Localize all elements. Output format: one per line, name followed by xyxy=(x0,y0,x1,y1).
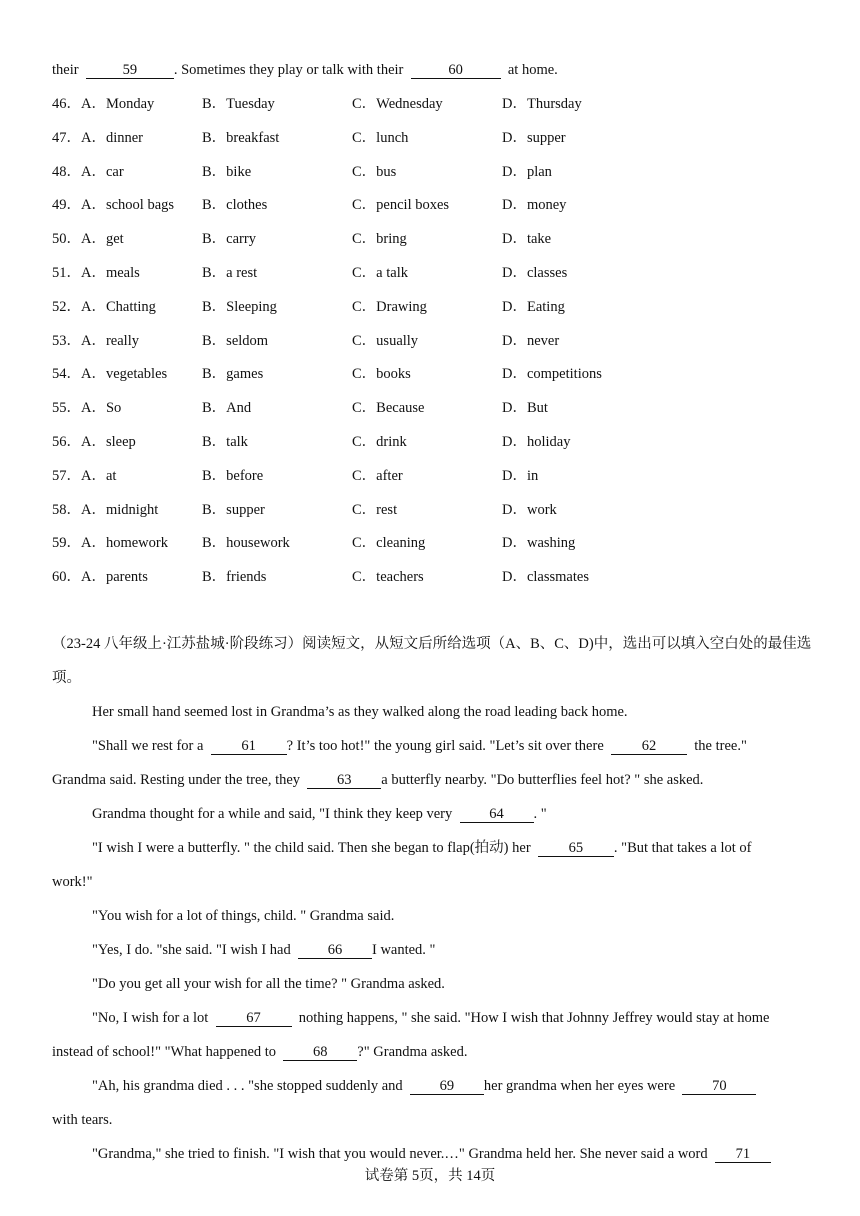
blank-63: 63 xyxy=(307,772,381,789)
option-d: D．washing xyxy=(502,535,576,552)
option-b: B．Sleeping xyxy=(202,298,277,315)
option-d: D．in xyxy=(502,467,539,484)
question-row xyxy=(52,229,812,249)
option-d: D．But xyxy=(502,400,548,417)
question-row xyxy=(52,567,812,587)
option-b: B．supper xyxy=(202,501,265,518)
option-b: B．clothes xyxy=(202,197,268,214)
passage-paragraph: Grandma said. Resting under the tree, they 63 a butterfly nearby. "Do butterflies feel hot? " she asked. xyxy=(52,772,704,788)
option-d: D．Eating xyxy=(502,298,565,315)
passage-paragraph: with tears. xyxy=(52,1112,113,1128)
option-b: B．a rest xyxy=(202,265,258,281)
option-b: B．before xyxy=(202,467,264,484)
option-b: B．housework xyxy=(202,535,290,552)
option-b: B．games xyxy=(202,366,264,383)
blank-68: 68 xyxy=(283,1044,357,1061)
blank-66: 66 xyxy=(298,942,372,959)
passage-paragraph: "Grandma," she tried to finish. "I wish that you would never.…" Grandma held her. She never said a word 71 xyxy=(52,1137,852,1171)
question-row xyxy=(52,162,812,182)
option-a: 56．A．sleep xyxy=(52,434,136,450)
top-line: their 59 . Sometimes they play or talk with their 60 at home. xyxy=(52,62,558,78)
blank-62: 62 xyxy=(611,738,687,755)
blank-71: 71 xyxy=(715,1146,771,1163)
option-c: C．after xyxy=(352,467,403,484)
option-a: 54．A．vegetables xyxy=(52,366,168,383)
option-c: C．Drawing xyxy=(352,298,427,315)
question-row xyxy=(52,331,812,351)
option-a: 60．A．parents xyxy=(52,569,148,586)
option-d: D．work xyxy=(502,501,557,518)
option-b: B．bike xyxy=(202,163,252,180)
option-d: D．never xyxy=(502,332,560,349)
option-a: 59．A．homework xyxy=(52,535,168,552)
blank-61: 61 xyxy=(211,738,287,755)
passage-paragraph: "No, I wish for a lot 67 nothing happens, " she said. "How I wish that Johnny Jeffrey would stay at home xyxy=(92,1010,770,1026)
option-b: B．talk xyxy=(202,434,248,450)
blank-65: 65 xyxy=(538,840,614,857)
option-c: C．bring xyxy=(352,231,407,248)
option-c: C．teachers xyxy=(352,569,424,586)
option-c: C．Wednesday xyxy=(352,96,443,112)
option-d: D．take xyxy=(502,231,552,248)
option-c: C．cleaning xyxy=(352,535,426,552)
option-c: C．Because xyxy=(352,400,425,417)
passage-paragraph: "I wish I were a butterfly. " the child said. Then she began to flap(拍动) her 65 . "But that takes a lot of xyxy=(92,840,752,856)
option-d: D．competitions xyxy=(502,366,602,383)
option-d: D．money xyxy=(502,197,567,214)
option-d: D．Thursday xyxy=(502,96,582,112)
question-row xyxy=(52,432,812,452)
blank-64: 64 xyxy=(460,806,534,823)
question-row xyxy=(52,297,812,317)
passage-paragraph: work!" xyxy=(52,874,93,890)
passage-paragraph: "Shall we rest for a 61 ? It’s too hot!" the young girl said. "Let’s sit over there 62 the tree." xyxy=(92,738,747,754)
question-row xyxy=(52,128,812,148)
option-b: B．carry xyxy=(202,231,256,248)
option-a: 53．A．really xyxy=(52,332,139,349)
option-d: D．plan xyxy=(502,163,552,180)
option-b: B．friends xyxy=(202,569,267,586)
option-a: 50．A．get xyxy=(52,231,124,248)
option-c: C．books xyxy=(352,366,411,383)
page-footer: 试卷第 5页，共 14页 xyxy=(364,1168,496,1184)
option-c: C．drink xyxy=(352,434,407,450)
option-b: B．breakfast xyxy=(202,129,280,146)
question-row xyxy=(52,195,812,215)
passage-paragraph: "You wish for a lot of things, child. " Grandma said. xyxy=(92,908,395,924)
passage-paragraph: "Ah, his grandma died . . . "she stopped suddenly and 69 her grandma when her eyes were 70 xyxy=(52,1069,852,1103)
option-c: C．pencil boxes xyxy=(352,197,450,214)
passage-paragraph: Grandma thought for a while and said, "I think they keep very 64 . " xyxy=(92,806,547,822)
blank-67: 67 xyxy=(216,1010,292,1027)
section-heading: （23-24 八年级上·江苏盐城·阶段练习）阅读短文，从短文后所给选项（A、B、C、D)中，选出可以填入空白处的最佳选项。 xyxy=(52,636,812,686)
option-a: 55．A．So xyxy=(52,400,122,417)
blank-60: 60 xyxy=(411,62,501,79)
option-a: 51．A．meals xyxy=(52,265,140,281)
blank-69: 69 xyxy=(410,1078,484,1095)
option-d: D．classes xyxy=(502,265,568,281)
option-d: D．classmates xyxy=(502,569,589,586)
option-a: 48．A．car xyxy=(52,163,124,180)
passage-paragraph: Her small hand seemed lost in Grandma’s as they walked along the road leading back home. xyxy=(92,704,628,720)
option-a: 49．A．school bags xyxy=(52,197,175,214)
option-b: B．Tuesday xyxy=(202,96,275,112)
option-d: D．holiday xyxy=(502,434,571,450)
blank-59: 59 xyxy=(86,62,174,79)
question-row xyxy=(52,533,812,553)
option-c: C．usually xyxy=(352,332,419,349)
option-c: C．a talk xyxy=(352,265,408,281)
option-b: B．And xyxy=(202,400,252,417)
option-c: C．rest xyxy=(352,501,398,518)
question-row xyxy=(52,364,812,384)
option-a: 52．A．Chatting xyxy=(52,298,156,315)
option-a: 57．A．at xyxy=(52,467,117,484)
question-row xyxy=(52,263,812,283)
question-row xyxy=(52,466,812,486)
question-row xyxy=(52,398,812,418)
question-row xyxy=(52,94,812,114)
option-a: 46．A．Monday xyxy=(52,96,155,112)
passage-paragraph: "Yes, I do. "she said. "I wish I had 66 I wanted. " xyxy=(92,942,436,958)
passage-paragraph: "Do you get all your wish for all the time? " Grandma asked. xyxy=(92,976,445,992)
blank-70: 70 xyxy=(682,1078,756,1095)
option-d: D．supper xyxy=(502,129,566,146)
question-row xyxy=(52,500,812,520)
passage-paragraph: instead of school!" "What happened to 68 ?" Grandma asked. xyxy=(52,1044,468,1060)
option-b: B．seldom xyxy=(202,332,269,349)
option-c: C．lunch xyxy=(352,129,409,146)
option-a: 58．A．midnight xyxy=(52,501,159,518)
option-a: 47．A．dinner xyxy=(52,129,144,146)
option-c: C．bus xyxy=(352,163,397,180)
